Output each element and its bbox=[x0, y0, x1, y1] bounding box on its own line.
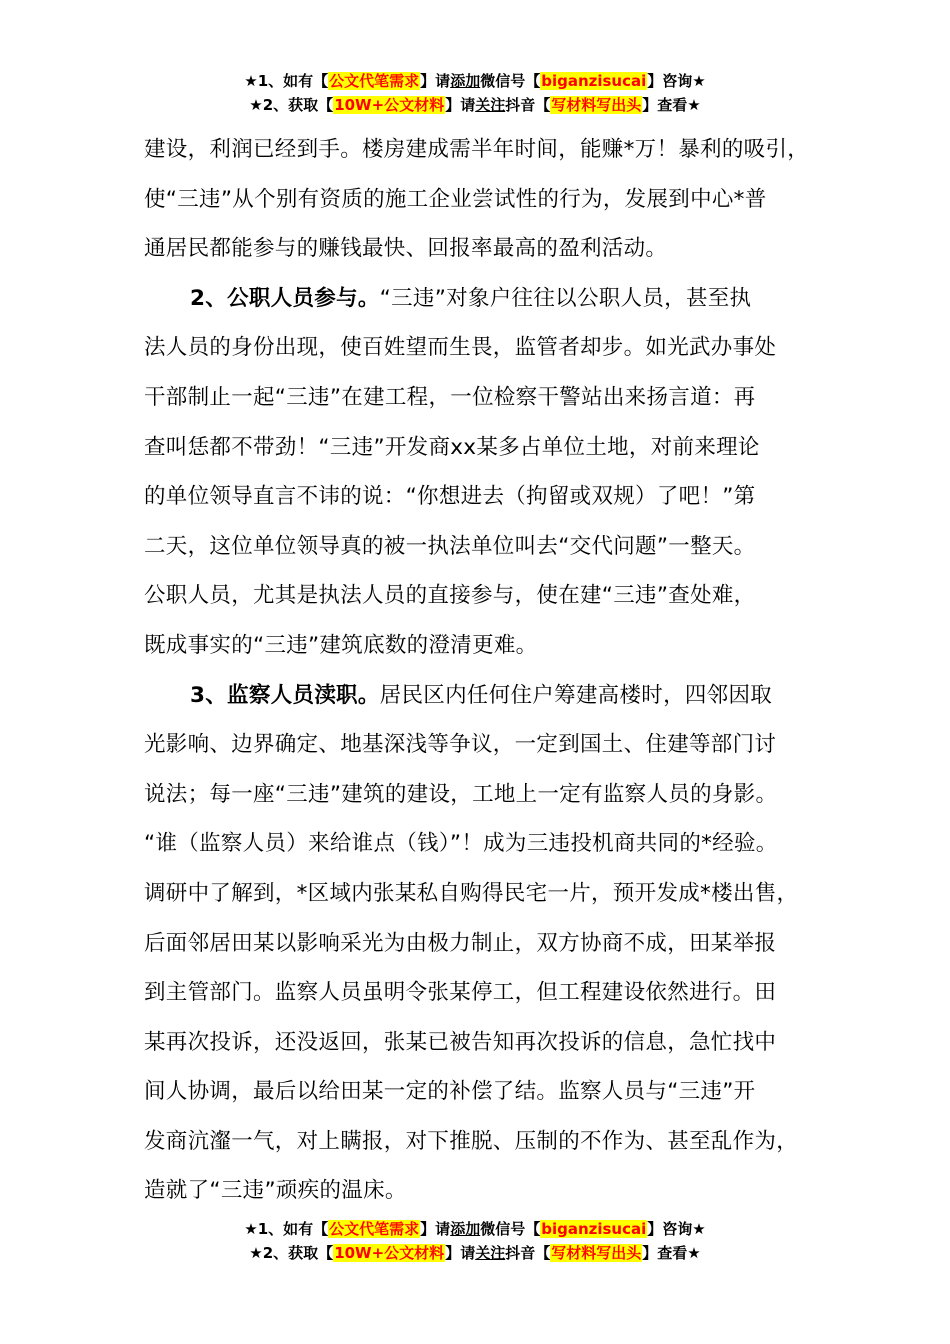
banner-emphasis: 关注 bbox=[475, 1244, 506, 1262]
text-line: 说法；每一座“三违”建筑的建设，工地上一定有监察人员的身影。 bbox=[144, 781, 778, 807]
banner-text: ★1、如有【 bbox=[244, 1220, 329, 1238]
banner-text: 】请 bbox=[420, 1220, 451, 1238]
text-line bbox=[144, 671, 834, 721]
banner-highlight: 公文代笔需求 bbox=[329, 1220, 420, 1238]
banner-text: 】咨询★ bbox=[647, 72, 706, 90]
text-line: 公职人员，尤其是执法人员的直接参与，使在建“三违”查处难， bbox=[144, 583, 756, 609]
banner-highlight: 10W+公文材料 bbox=[334, 1244, 445, 1262]
text-line: “谁（监察人员）来给谁点（钱）”！成为三违投机商共同的*经验。 bbox=[144, 831, 778, 857]
footer-banner-line-2 bbox=[0, 1242, 950, 1266]
text-line: 调研中了解到，*区域内张某私自购得民宅一片，预开发成*楼出售， bbox=[144, 880, 799, 906]
banner-highlight: 写材料写出头 bbox=[551, 96, 642, 114]
banner-text: ★1、如有【 bbox=[244, 72, 329, 90]
banner-text: 抖音【 bbox=[505, 96, 551, 114]
text-line bbox=[144, 274, 834, 324]
paragraph-section-2 bbox=[144, 274, 834, 671]
footer-banner-line-1 bbox=[0, 1218, 950, 1242]
banner-text: 】请 bbox=[420, 72, 451, 90]
text-line: 某再次投诉，还没返回，张某已被告知再次投诉的信息，急忙找中 bbox=[144, 1029, 777, 1055]
banner-emphasis: 关注 bbox=[475, 96, 506, 114]
banner-highlight: 公文代笔需求 bbox=[329, 72, 420, 90]
text-line: 的单位领导直言不讳的说：“你想进去（拘留或双规）了吧！”第 bbox=[144, 484, 756, 510]
banner-emphasis: 添加 bbox=[450, 1220, 481, 1238]
text-line: 查叫恁都不带劲！“三违”开发商xx某多占单位土地，对前来理论 bbox=[144, 434, 760, 460]
section-heading: 3、监察人员渎职。 bbox=[190, 682, 380, 708]
banner-text: 】请 bbox=[445, 1244, 476, 1262]
text-line: 干部制止一起“三违”在建工程，一位检察干警站出来扬言道：再 bbox=[144, 384, 756, 410]
text-line: 后面邻居田某以影响采光为由极力制止，双方协商不成，田某举报 bbox=[144, 930, 777, 956]
document-body bbox=[144, 125, 834, 1216]
text-line: 通居民都能参与的赚钱最快、回报率最高的盈利活动。 bbox=[144, 236, 668, 262]
banner-text: 】查看★ bbox=[642, 1244, 701, 1262]
text-line: 发商沆瀣一气，对上瞒报，对下推脱、压制的不作为、甚至乱作为， bbox=[144, 1128, 799, 1154]
banner-text: 抖音【 bbox=[505, 1244, 551, 1262]
paragraph-1 bbox=[144, 125, 834, 274]
text-line: 间人协调，最后以给田某一定的补偿了结。监察人员与“三违”开 bbox=[144, 1079, 756, 1105]
banner-highlight: biganzisucai bbox=[541, 1220, 647, 1238]
text-line: 光影响、边界确定、地基深浅等争议，一定到国土、住建等部门讨 bbox=[144, 732, 777, 758]
text-line: 既成事实的“三违”建筑底数的澄清更难。 bbox=[144, 632, 538, 658]
text-line: 二天，这位单位领导真的被一执法单位叫去“交代问题”一整天。 bbox=[144, 533, 756, 559]
banner-text: 微信号【 bbox=[480, 72, 541, 90]
banner-text: 微信号【 bbox=[480, 1220, 541, 1238]
paragraph-section-3 bbox=[144, 671, 834, 1217]
header-banner-line-2 bbox=[0, 94, 950, 118]
banner-text: ★2、获取【 bbox=[249, 1244, 334, 1262]
header-banner bbox=[0, 70, 950, 118]
banner-highlight: 10W+公文材料 bbox=[334, 96, 445, 114]
section-heading: 2、公职人员参与。 bbox=[190, 285, 380, 311]
banner-highlight: 写材料写出头 bbox=[551, 1244, 642, 1262]
text-line: 到主管部门。监察人员虽明令张某停工，但工程建设依然进行。田 bbox=[144, 980, 777, 1006]
banner-emphasis: 添加 bbox=[450, 72, 481, 90]
text-fragment: 居民区内任何住户筹建高楼时，四邻因取 bbox=[379, 682, 773, 708]
text-line: 建设，利润已经到手。楼房建成需半年时间，能赚*万！暴利的吸引， bbox=[144, 137, 810, 162]
banner-text: 】查看★ bbox=[642, 96, 701, 114]
banner-text: 】咨询★ bbox=[647, 1220, 706, 1238]
text-line: 使“三违”从个别有资质的施工企业尝试性的行为，发展到中心*普 bbox=[144, 186, 767, 212]
text-fragment: “三违”对象户往往以公职人员，甚至执 bbox=[379, 285, 752, 311]
footer-banner bbox=[0, 1218, 950, 1266]
banner-text: 】请 bbox=[445, 96, 476, 114]
banner-text: ★2、获取【 bbox=[249, 96, 334, 114]
header-banner-line-1 bbox=[0, 70, 950, 94]
banner-highlight: biganzisucai bbox=[541, 72, 647, 90]
text-line: 造就了“三违”顽疾的温床。 bbox=[144, 1178, 407, 1204]
text-line: 法人员的身份出现，使百姓望而生畏，监管者却步。如光武办事处 bbox=[144, 335, 777, 361]
